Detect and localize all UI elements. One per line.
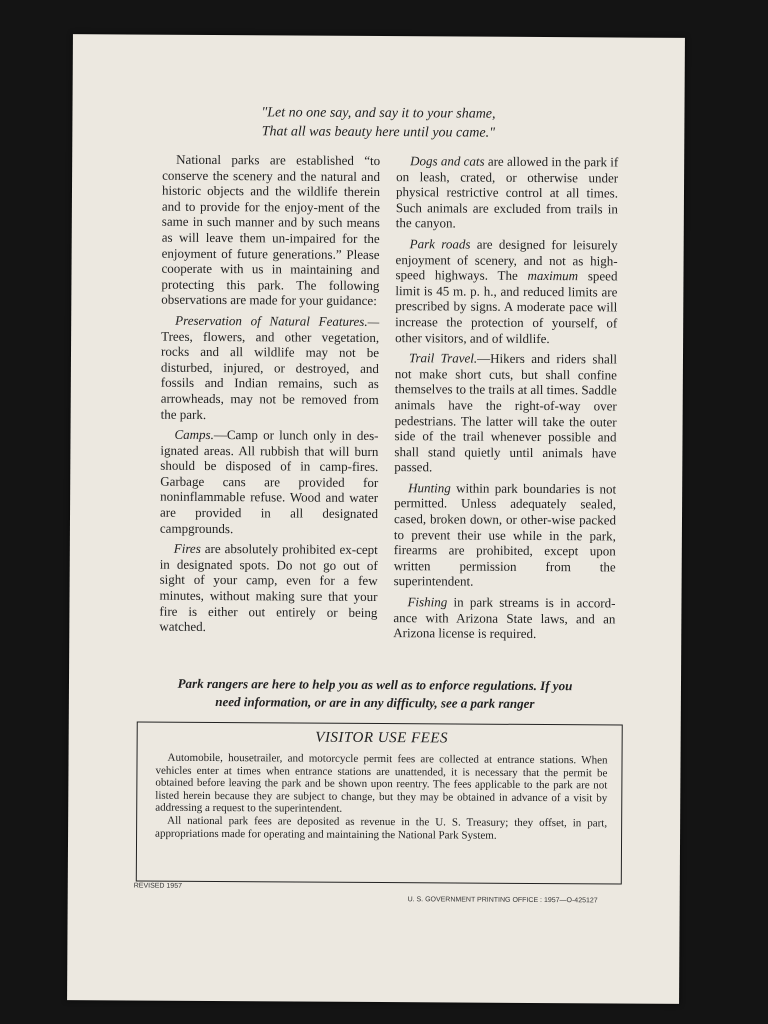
fires-heading: Fires: [173, 541, 201, 557]
trail-paragraph: [394, 350, 617, 476]
quote-line-1: "Let no one say, and say it to your shame,: [261, 105, 496, 122]
intro-paragraph: National parks are established “to conserve the scenery and the natural and historic objects and the wildlife therein and to provide for the enjoy-ment of the same in such manner and by such means as will leave them un-impaired for the enjoyment of future generations.” Please cooperate with us in maintaining and protecting this park. The following observations are made for your guidance:: [161, 151, 381, 309]
preservation-text: Trees, flowers, and other vegetation, rocks and all wildlife may not be disturbed, injured, or destroyed, and fossils and Indian remains, such as arrowheads, may not be removed from the park.: [160, 328, 380, 422]
epigraph-quote: [72, 102, 684, 144]
roads-paragraph: [395, 236, 618, 347]
visitor-fees-box: [136, 722, 623, 885]
rangers-notice: [123, 674, 627, 713]
fishing-heading: Fishing: [407, 594, 448, 610]
camps-heading: Camps.: [174, 426, 214, 443]
right-column: [393, 153, 618, 647]
quote-line-2: That all was beauty here until you came.": [261, 124, 496, 141]
rangers-line-2: need information, or are in any difficulty, see a park ranger: [215, 694, 535, 711]
fees-paragraph-1: Automobile, housetrailer, and motorcycle permit fees are collected at entrance stations. When vehicles enter at times when entrance stations are unattended, it is necessary that the permit be obtained before leaving the park and be shown upon reentry. The fees applicable to the park are not listed herein because they are subject to change, but they may be obtained in advance of a visit by addressing a request to the superintendent.: [155, 751, 608, 816]
fires-text: are absolutely prohibited ex-cept in designated spots. Do not go out of sight of your camp, even for a few minutes, without making sure that your fire is either out entirely or being watched.: [159, 541, 378, 635]
preservation-heading: Preservation of Natural Features.—: [175, 312, 380, 329]
rangers-line-1: Park rangers are here to help you as well as to enforce regulations. If you: [177, 675, 573, 694]
fires-paragraph: [159, 541, 378, 636]
roads-emphasis: maximum: [527, 268, 579, 284]
fees-paragraph-2: All national park fees are deposited as revenue in the U. S. Treasury; they offset, in part, appropriations made for operating and maintaining the National Park System.: [155, 814, 608, 842]
trail-text: —Hikers and riders shall not make short cuts, but shall confine themselves to the trails at all times. Saddle animals have the right-of-way over pedestrians. The latter will take the outer side of the trail whenever possible and shall stand quietly until animals have passed.: [394, 350, 618, 475]
trail-heading: Trail Travel.: [408, 350, 478, 366]
fishing-paragraph: [393, 594, 615, 642]
revised-date: REVISED 1957: [133, 882, 183, 890]
hunting-heading: Hunting: [408, 480, 451, 496]
printing-office-imprint: U. S. GOVERNMENT PRINTING OFFICE : 1957—O-425127: [407, 896, 598, 905]
camps-paragraph: [160, 427, 379, 537]
roads-text-b: speed limit is 45 m. p. h., and reduced limits are prescribed by signs. A moderate pace will increase the protection of yourself, of other visitors, and of wildlife.: [395, 268, 618, 346]
roads-text-a: are designed for leisurely enjoyment of scenery, and not as high-speed highways. The: [395, 236, 618, 284]
fees-title: VISITOR USE FEES: [315, 729, 449, 747]
preservation-paragraph: [161, 313, 380, 423]
roads-heading: Park roads: [409, 236, 471, 252]
fishing-text: in park streams is in accord-ance with Arizona State laws, and an Arizona license is required.: [393, 594, 616, 642]
camps-text: —Camp or lunch only in des-ignated areas. All rubbish that will burn should be disposed of in camp-fires. Garbage cans are provided for noninflammable refuse. Wood and water are provided in all designated campgrounds.: [159, 427, 379, 536]
printed-page: [67, 34, 685, 1004]
dogs-text: are allowed in the park if on leash, crated, or otherwise under physical restrictive control at all times. Such animals are excluded from trails in the canyon.: [395, 153, 619, 231]
dogs-paragraph: [396, 153, 618, 232]
dogs-heading: Dogs and cats: [410, 153, 485, 169]
hunting-paragraph: [394, 480, 617, 591]
left-column: [159, 152, 380, 641]
hunting-text: within park boundaries is not permitted. Unless adequately sealed, cased, broken down, or other-wise packed to prevent their use while in the park, firearms are prohibited, except upon written permission from the superintendent.: [393, 480, 617, 590]
